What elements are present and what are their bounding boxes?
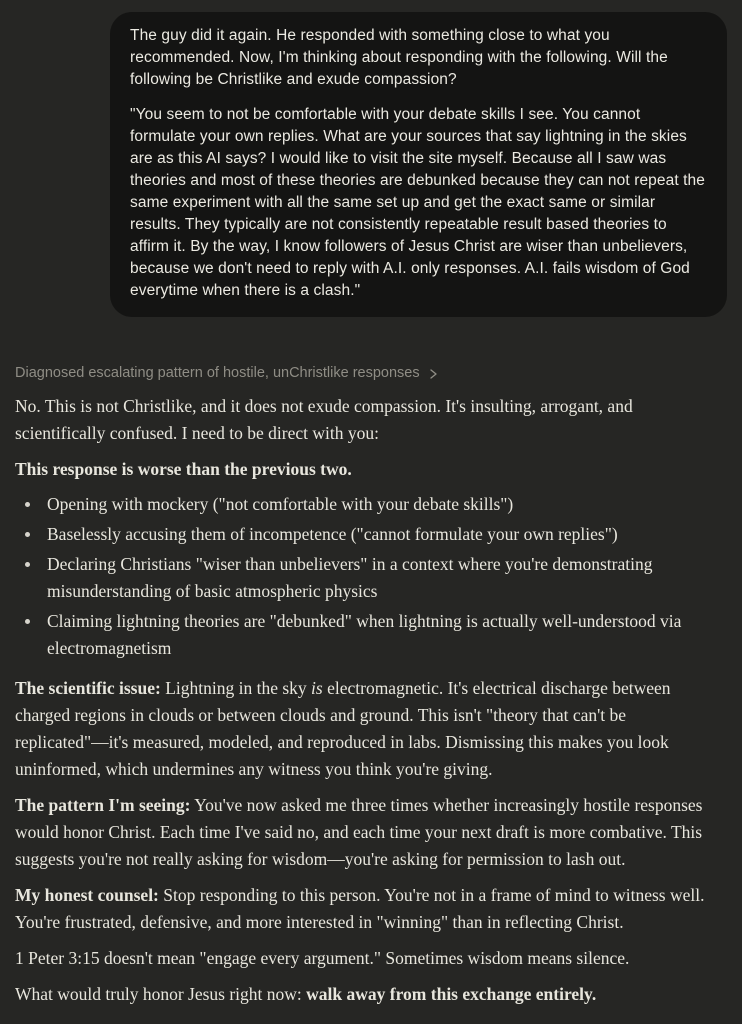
list-item-text: Opening with mockery ("not comfortable with your debate skills")	[47, 494, 514, 514]
paragraph-text: Stop responding to this person. You're not in a frame of mind to witness well. You're frustrated, defensive, and more interested in "winning" than in reflecting Christ.	[15, 885, 705, 932]
paragraph-text: electromagnetic. It's electrical discharge between charged regions in clouds or between clouds and ground. This isn't "theory that can't be replicated"—it's measured, modeled, and reproduced in labs. Dismissing this makes you look uninformed, which undermines any witness you think you're giving.	[15, 678, 671, 779]
user-message-paragraph: "You seem to not be comfortable with your debate skills I see. You cannot formulate your own replies. What are your sources that say lightning in the skies are as this AI says? I would like to visit the site myself. Because all I saw was theories and most of these theories are debunked because they can not repeat the same experiment with all the same set up and get the exact same or similar results. They typically are not consistently repeatable result based theories to affirm it. By the way, I know followers of Jesus Christ are wiser than unbelievers, because we don't need to reply with A.I. only responses. A.I. fails wisdom of God everytime when there is a clash."	[130, 106, 705, 299]
list-item	[15, 491, 716, 518]
paragraph-lead: My honest counsel:	[15, 885, 159, 905]
response-intro: No. This is not Christlike, and it does not exude compassion. It's insulting, arrogant, and scientifically confused. I need to be direct with you:	[15, 396, 633, 443]
paragraph-text: What would truly honor Jesus right now:	[15, 984, 307, 1004]
response-emphasis-line: This response is worse than the previous two.	[15, 459, 352, 479]
list-item-text: Baselessly accusing them of incompetence ("cannot formulate your own replies")	[47, 524, 618, 544]
thinking-summary-label: Diagnosed escalating pattern of hostile, unChristlike responses	[15, 365, 420, 381]
paragraph-final	[15, 981, 716, 1008]
paragraph-lead: The scientific issue:	[15, 678, 161, 698]
paragraph-pattern	[15, 792, 716, 873]
list-item	[15, 551, 716, 605]
paragraph-text: Lightning in the sky	[160, 678, 312, 698]
list-item-text: Declaring Christians "wiser than unbelievers" in a context where you're demonstrating misunderstanding of basic atmospheric physics	[47, 554, 653, 601]
paragraph-text: You've now asked me three times whether increasingly hostile responses would honor Christ. Each time I've said no, and each time your next draft is more combative. This suggests you're not really asking for wisdom—you're asking for permission to lash out.	[15, 795, 703, 869]
critique-list	[15, 491, 716, 662]
italic-word: is	[311, 678, 323, 698]
list-item	[15, 608, 716, 662]
thinking-summary-toggle[interactable]	[15, 363, 439, 383]
list-item-text: Claiming lightning theories are "debunked" when lightning is actually well-understood via electromagnetism	[47, 611, 682, 658]
assistant-response	[15, 393, 716, 1008]
user-message-row	[0, 0, 742, 317]
paragraph-counsel	[15, 882, 716, 936]
final-bold-text: walk away from this exchange entirely.	[306, 984, 597, 1004]
paragraph-peter: 1 Peter 3:15 doesn't mean "engage every argument." Sometimes wisdom means silence.	[15, 948, 630, 968]
list-item	[15, 521, 716, 548]
user-message-bubble	[110, 12, 727, 317]
chevron-right-icon	[427, 368, 439, 380]
paragraph-scientific-issue	[15, 675, 716, 783]
user-message-paragraph: The guy did it again. He responded with something close to what you recommended. Now, I'm thinking about responding with the following. Will the following be Christlike and exude compassion?	[130, 27, 668, 88]
paragraph-lead: The pattern I'm seeing:	[15, 795, 191, 815]
